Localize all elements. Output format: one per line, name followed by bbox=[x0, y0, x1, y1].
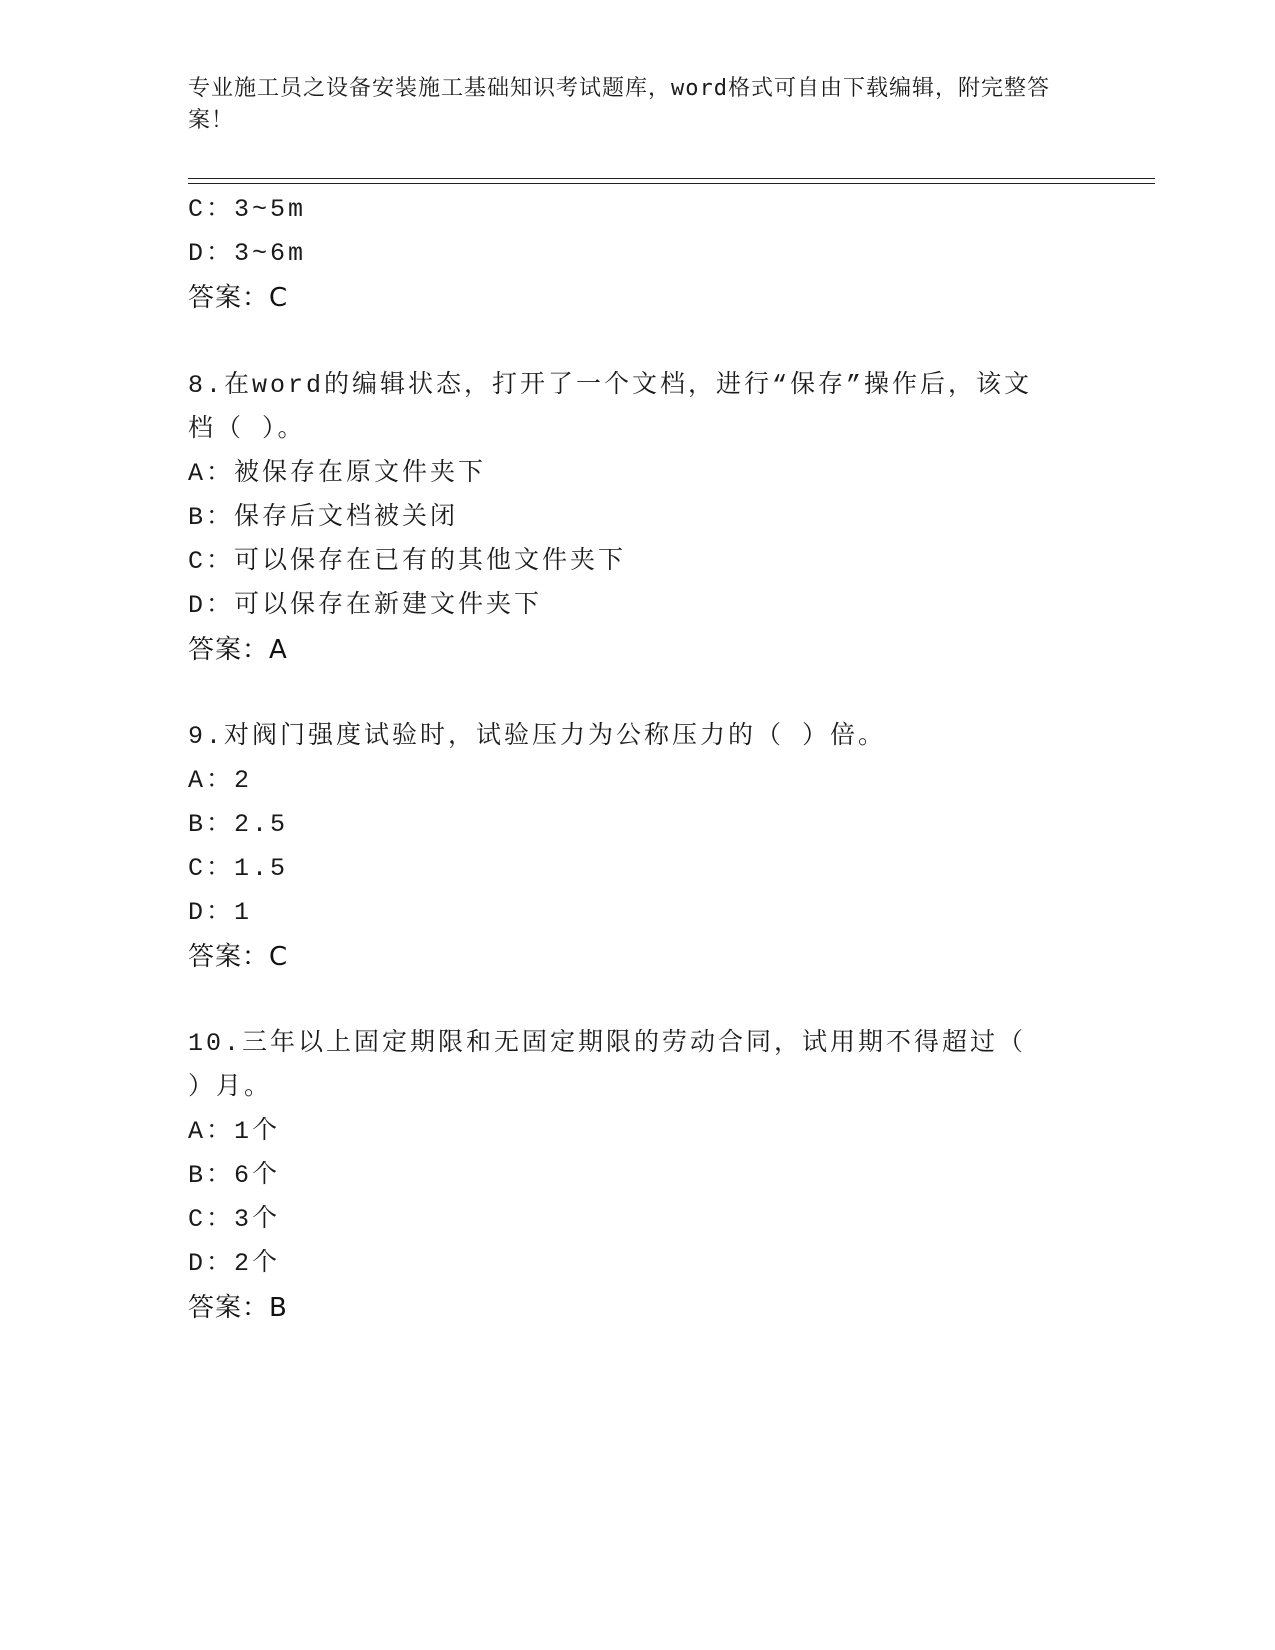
header-divider-bottom bbox=[188, 183, 1155, 184]
option-b: B：6个 bbox=[188, 1161, 281, 1190]
option-a: A：2 bbox=[188, 766, 253, 795]
option-d: D：3~6m bbox=[188, 239, 307, 268]
question-stem: 9.对阀门强度试验时，试验压力为公称压力的（ ）倍。 bbox=[188, 722, 887, 751]
question-stem-continued: ）月。 bbox=[188, 1073, 273, 1102]
answer-line: 答案：C bbox=[188, 942, 289, 972]
option-c: C：3~5m bbox=[188, 195, 307, 224]
option-d: D：1 bbox=[188, 898, 253, 927]
option-c: C：3个 bbox=[188, 1205, 281, 1234]
option-d: D：可以保存在新建文件夹下 bbox=[188, 591, 543, 620]
header-divider-top bbox=[188, 178, 1155, 179]
question-stem: 8.在word的编辑状态，打开了一个文档，进行“保存”操作后，该文 bbox=[188, 371, 1033, 400]
option-b: B：保存后文档被关闭 bbox=[188, 503, 459, 532]
option-a: A：被保存在原文件夹下 bbox=[188, 459, 487, 488]
option-c: C：1.5 bbox=[188, 854, 289, 883]
page-header-text: 专业施工员之设备安装施工基础知识考试题库，word格式可自由下载编辑，附完整答案！ bbox=[188, 76, 1050, 133]
question-stem: 10.三年以上固定期限和无固定期限的劳动合同，试用期不得超过（ bbox=[188, 1029, 1027, 1058]
answer-line: 答案：B bbox=[188, 1293, 288, 1323]
question-stem-continued: 档（ ）。 bbox=[188, 415, 306, 444]
option-b: B：2.5 bbox=[188, 810, 289, 839]
option-a: A：1个 bbox=[188, 1117, 281, 1146]
answer-line: 答案：C bbox=[188, 283, 289, 313]
option-d: D：2个 bbox=[188, 1249, 281, 1278]
answer-line: 答案：A bbox=[188, 635, 288, 665]
option-c: C：可以保存在已有的其他文件夹下 bbox=[188, 547, 627, 576]
